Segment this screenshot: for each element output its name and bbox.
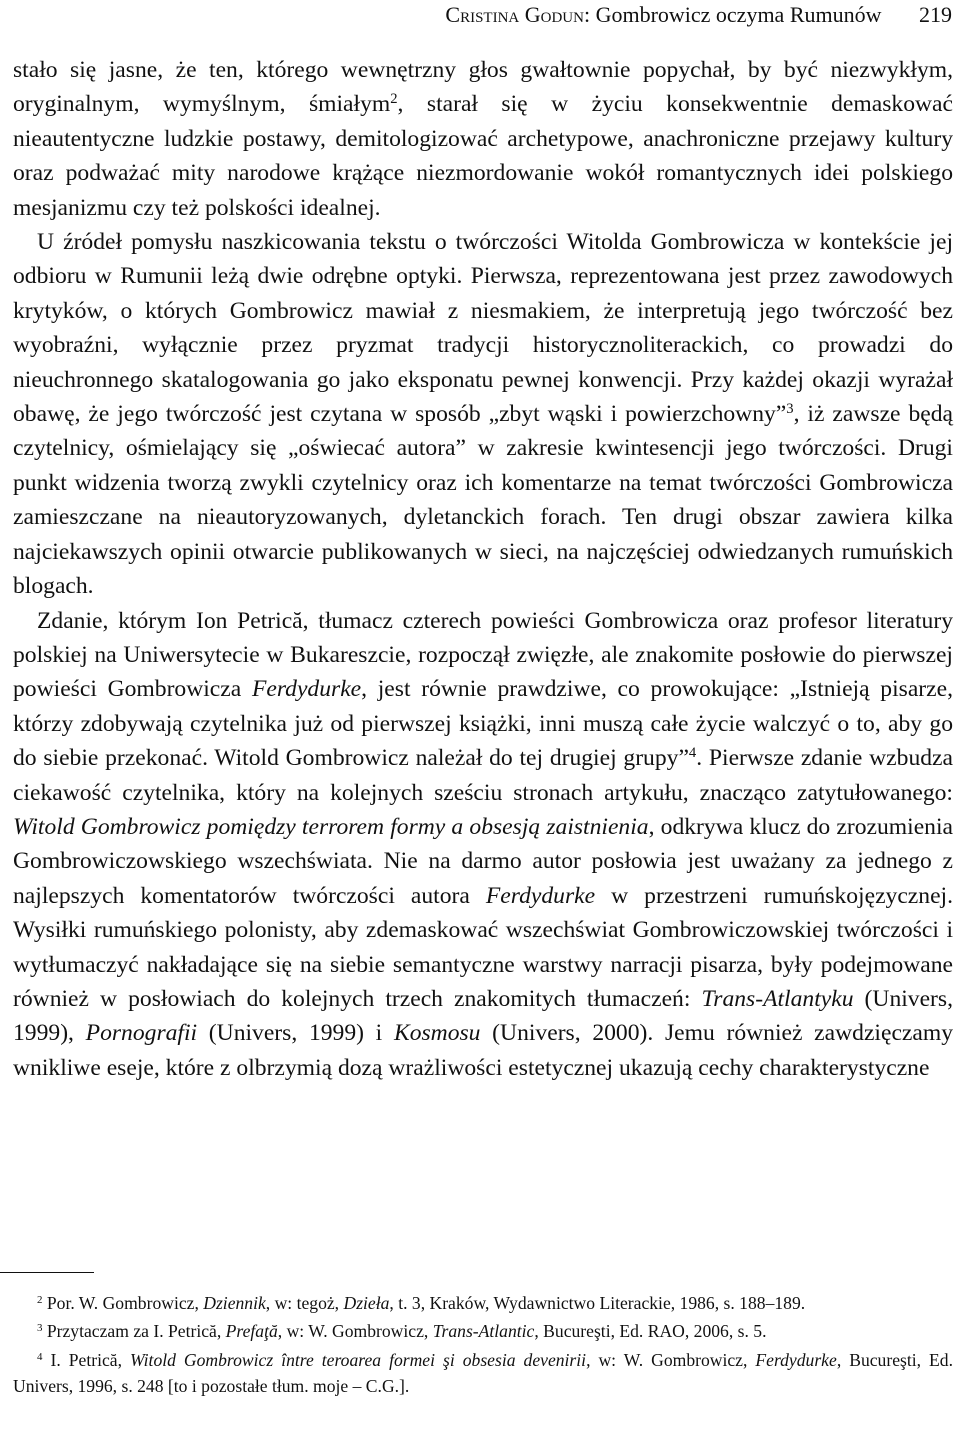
footnote-2 — [13, 1290, 953, 1316]
footnotes — [13, 1290, 953, 1400]
body-text — [13, 53, 953, 1085]
text-span: I. Petrică, — [50, 1349, 130, 1370]
text-span: (Univers, 1999), — [13, 985, 953, 1047]
footnote-3 — [13, 1318, 953, 1344]
italic-title: Trans-Atlantic — [432, 1321, 535, 1342]
paragraph-3 — [13, 604, 953, 1086]
running-head-author: Cristina Godun: — [445, 2, 591, 27]
footnote-ref-3[interactable]: 3 — [786, 401, 794, 418]
text-span: , jest równie prawdziwe, co prowokujące: „Istnieją pisarze, którzy zdobywają czytelnika już od pierwszej książki, inni muszą całe życie walczyć o to, aby go do siebie przekonać. Witold Gombrowicz należał do tej drugiej grupy” — [13, 676, 953, 772]
footnote-number: 4 — [37, 1350, 43, 1363]
text-span: stało się jasne, że ten, którego wewnętrzny głos gwałtownie popychał, by być niezwykłym, oryginalnym, wymyślnym, śmiałym — [13, 57, 953, 118]
text-span: . Pierwsze zdanie wzbudza ciekawość czytelnika, który na kolejnych sześciu stronach artykułu, znacząco zatytułowanego: — [13, 745, 953, 806]
text-span: (Univers, 1999) i — [197, 1020, 394, 1047]
page-number: 219 — [919, 2, 952, 27]
paragraph-1 — [13, 53, 953, 225]
text-span: (Univers, 2000). Jemu również zawdzięczamy wnikliwe eseje, które z olbrzymią dozą wrażliwości estetycznej ukazują cechy charakterystyczne — [13, 1020, 954, 1081]
text-span: Por. W. Gombrowicz, — [46, 1293, 204, 1313]
footnote-4 — [13, 1347, 953, 1400]
text-span: U źródeł pomysłu naszkicowania tekstu o twórczości Witolda Gombrowicza w kontekście jej odbioru w Rumunii leżą dwie odrębne optyki. Pierwsza, reprezentowana jest przez zawodowych krytyków, o których Gombrowicz mawiał z niesmakiem, że interpretują jego twórczość bez wyobraźni, wyłącznie przez pryzmat tradycji historycznoliterackich, co prowadzi do nieuchronnego skatalogowania go jako eksponatu pewnej konwencji. Przy każdej okazji wyrażał obawę, że jego twórczość jest czytana w sposób „zbyt wąski i powierzchowny” — [13, 229, 953, 428]
italic-title: Dzieła — [343, 1293, 390, 1313]
footnote-number: 2 — [37, 1294, 43, 1306]
footnote-ref-4[interactable]: 4 — [688, 745, 697, 762]
text-span: Przytaczam za I. Petrică, — [46, 1321, 226, 1342]
text-span: , w: W. Gombrowicz, — [277, 1321, 433, 1342]
text-span: , odkrywa klucz do zrozumienia Gombrowiczowskiego wszechświata. Nie na darmo autor posłowia jest uważany za jednego z najlepszych komentatorów twórczości autora — [13, 813, 953, 909]
italic-title: Kosmosu — [393, 1020, 481, 1047]
italic-title: Prefaţă — [225, 1321, 278, 1342]
text-span: , w: tegoż, — [265, 1293, 344, 1313]
paragraph-2 — [13, 225, 953, 603]
italic-title: Trans-Atlantyku — [701, 985, 854, 1012]
text-span: Zdanie, którym Ion Petrică, tłumacz czterech powieści Gombrowicza oraz profesor literatury polskiej na Uniwersytecie w Bukareszcie, rozpoczął zwięzłe, ale znakomite posłowie do pierwszej powieści Gombrowicza — [13, 607, 953, 703]
footnote-number: 3 — [37, 1322, 43, 1335]
italic-title: Ferdydurke — [251, 676, 362, 703]
italic-title: Dziennik — [203, 1293, 266, 1313]
text-span: , starał się w życiu konsekwentnie demaskować nieautentyczne ludzkie postawy, demitologizować archetypowe, anachroniczne przejawy kultury oraz podważać mity narodowe krążące niezmordowanie wokół romantycznych idei polskiego mesjanizmu czy też polskości idealnej. — [13, 91, 953, 221]
text-span: , Bucureşti, Ed. Univers, 1996, s. 248 [to i pozostałe tłum. moje – C.G.]. — [13, 1349, 953, 1397]
italic-title: Pornografii — [85, 1020, 198, 1047]
italic-title: Ferdydurke — [485, 882, 596, 909]
text-span: , Bucureşti, Ed. RAO, 2006, s. 5. — [534, 1321, 767, 1342]
footnote-separator — [0, 1272, 94, 1273]
text-span: , iż zawsze będą czytelnicy, ośmielający się „oświecać autora” w zakresie kwintesencji jego twórczości. Drugi punkt widzenia tworzą zwykli czytelnicy oraz ich komentarze na temat twórczości Gombrowicza zamieszczane na nieautoryzowanych, dyletanckich forach. Ten drugi obszar zawiera kilka najciekawszych opinii otwarcie publikowanych w sieci, na najczęściej odwiedzanych rumuńskich blogach. — [13, 401, 953, 600]
text-span: , w: W. Gombrowicz, — [586, 1349, 756, 1370]
italic-title: Witold Gombrowicz între teroarea formei şi obsesia devenirii — [129, 1349, 587, 1370]
running-head-title: Gombrowicz oczyma Rumunów — [595, 2, 882, 27]
text-span: w przestrzeni rumuńskojęzycznej. Wysiłki rumuńskiego polonisty, aby zdemaskować wszechświat Gombrowiczowskiej twórczości i wytłumaczyć nakładające się na siebie semantyczne warstwy narracji pisarza, były podejmowane również w posłowiach do kolejnych trzech znakomitych tłumaczeń: — [13, 882, 953, 1012]
italic-title: Ferdydurke — [755, 1349, 837, 1370]
running-head — [0, 0, 952, 30]
footnote-ref-2[interactable]: 2 — [390, 91, 398, 108]
text-span: , t. 3, Kraków, Wydawnictwo Literackie, 1986, s. 188–189. — [389, 1293, 806, 1313]
italic-title: Witold Gombrowicz pomiędzy terrorem formy a obsesją zaistnienia — [13, 813, 649, 840]
